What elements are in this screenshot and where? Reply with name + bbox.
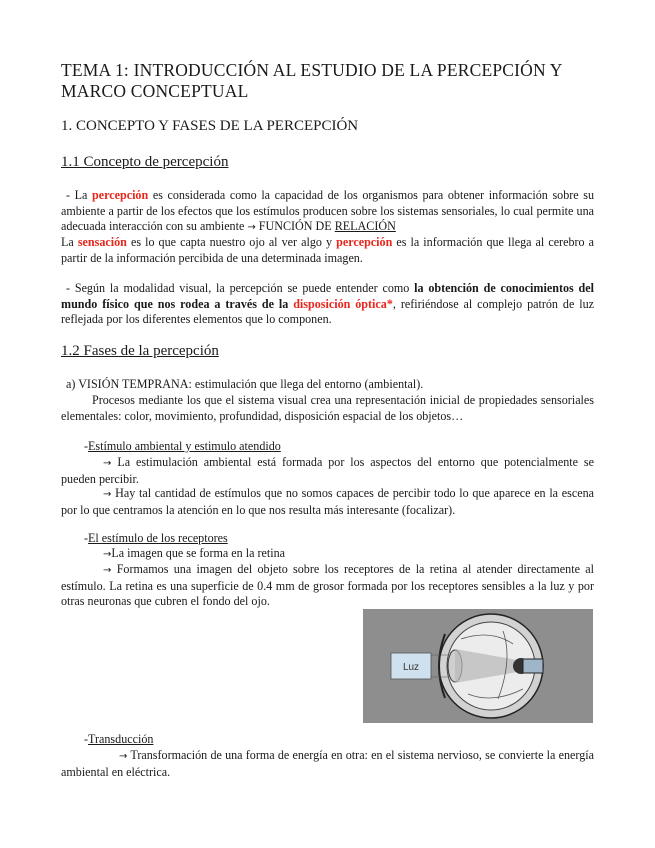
- section-heading-1: 1. CONCEPTO Y FASES DE LA PERCEPCIÓN: [61, 118, 359, 134]
- receptores-item-1: →La imagen que se forma en la retina: [103, 546, 285, 560]
- subsection-heading-1-1: 1.1 Concepto de percepción: [61, 154, 229, 170]
- optic-nerve-shape: [523, 659, 543, 673]
- arrow-icon: →: [103, 565, 112, 576]
- estimulo-item-1: → La estimulación ambiental está formada por los aspectos del entorno que potencialmente se pueden percibir.: [61, 455, 594, 486]
- estimulo-item-2: → Hay tal cantidad de estímulos que no somos capaces de percibir todo lo que aparece en la escena por lo que centramos la atención en lo que nos resulta más interesante (focalizar).: [61, 486, 594, 517]
- page-title: TEMA 1: INTRODUCCIÓN AL ESTUDIO DE LA PERCEPCIÓN Y MARCO CONCEPTUAL: [61, 60, 562, 101]
- arrow-icon: →: [119, 751, 128, 762]
- eye-diagram: [363, 609, 593, 723]
- arrow-icon: →: [103, 458, 112, 469]
- arrow-icon: →: [103, 549, 112, 560]
- paragraph-visual-modality: - Según la modalidad visual, la percepción se puede entender como la obtención de conocimientos del mundo físico que nos rodea a través de la disposición óptica*, refiriéndose al complejo patrón de luz reflejada por los diferentes elementos que lo componen.: [61, 281, 595, 327]
- phase-a-heading: a) VISIÓN TEMPRANA: estimulación que llega del entorno (ambiental).: [66, 377, 424, 391]
- phase-a-text: Procesos mediante los que el sistema visual crea una representación inicial de propiedades sensoriales elementales: color, movimiento, profundidad, disposición espacial de los objetos…: [61, 393, 594, 423]
- estimulo-heading: -Estímulo ambiental y estimulo atendido: [84, 439, 281, 453]
- transduccion-heading: -Transducción: [84, 732, 154, 746]
- eye-diagram-svg: [363, 609, 593, 723]
- subsection-heading-1-2: 1.2 Fases de la percepción: [61, 343, 219, 359]
- transduccion-item-1: → Transformación de una forma de energía en otra: en el sistema nervioso, se convierte la energía ambiental en eléctrica.: [61, 748, 594, 779]
- arrow-icon: →: [247, 222, 256, 234]
- receptores-item-2: → Formamos una imagen del objeto sobre los receptores de la retina al atender directamente al estímulo. La retina es una superficie de 0.4 mm de grosor formada por los receptores sensibles a la luz y por otras neuronas que cubren el fondo del ojo.: [61, 562, 594, 609]
- arrow-icon: →: [103, 489, 112, 500]
- paragraph-perception: - La percepción es considerada como la capacidad de los organismos para obtener información sobre su ambiente a partir de los efectos que los estímulos producen sobre los sistemas sensoriales, lo cual permite una adecuada interacción con su ambiente → FUNCIÓN DE RELACIÓN: [61, 188, 594, 234]
- light-label: Luz: [402, 662, 420, 673]
- receptores-heading: -El estímulo de los receptores: [84, 531, 228, 545]
- paragraph-sensation: La sensación es lo que capta nuestro ojo al ver algo y percepción es la información que llega al cerebro a partir de la información percibida de una determinada imagen.: [61, 235, 595, 265]
